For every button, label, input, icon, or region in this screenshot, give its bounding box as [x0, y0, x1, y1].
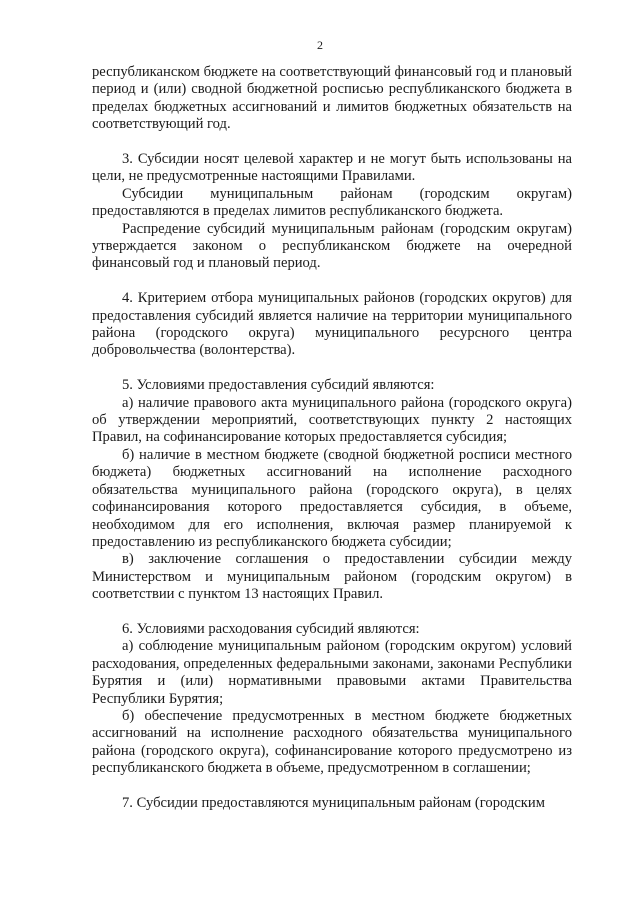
paragraph-gap: [92, 778, 572, 795]
page-number: 2: [317, 38, 323, 52]
paragraph-gap: [92, 273, 572, 290]
paragraph-item-5a: а) наличие правового акта муниципального района (городского округа) об утверждении мероприятий, соответствующих пункту 2 настоящих Правил, на софинансирование которых предоставляется субсидия;: [92, 394, 572, 446]
paragraph-item-5: 5. Условиями предоставления субсидий являются:: [122, 377, 435, 394]
document-body: [92, 64, 572, 812]
paragraph-item-6b: б) обеспечение предусмотренных в местном бюджете бюджетных ассигнований на исполнение расходного обязательства муниципального района (городского округа), софинансирование которого предусмотрено из республиканского бюджета в объеме, предусмотренном в соглашении;: [92, 707, 572, 777]
paragraph-budget-continuation: республиканском бюджете на соответствующий финансовый год и плановый период и (или) сводной бюджетной росписью республиканского бюджета в пределах бюджетных ассигнований и лимитов бюджетных обязательств на соответствующий год.: [92, 64, 572, 133]
paragraph-item-3: 3. Субсидии носят целевой характер и не могут быть использованы на цели, не предусмотренные настоящими Правилами.: [92, 151, 572, 185]
paragraph-item-4: 4. Критерием отбора муниципальных районов (городских округов) для предоставления субсидий является наличие на территории муниципального района (городского округа) муниципального ресурсного центра добровольчества (волонтерства).: [92, 290, 572, 359]
paragraph-gap: [92, 134, 572, 151]
paragraph-item-5b: б) наличие в местном бюджете (сводной бюджетной росписи местного бюджета) бюджетных ассигнований на исполнение расходного обязательства муниципального района (городского округа), в целях софинансирования которого предоставляется субсидия, в объеме, необходимом для его исполнения, включая размер планируемой к предоставлению из республиканского бюджета субсидии;: [92, 446, 572, 550]
paragraph-gap: [92, 604, 572, 621]
paragraph-item-3-limits: Субсидии муниципальным районам (городским округам) предоставляются в пределах лимитов республиканского бюджета.: [92, 185, 572, 220]
paragraph-item-5v: в) заключение соглашения о предоставлении субсидии между Министерством и муниципальным районом (городским округом) в соответствии с пунктом 13 настоящих Правил.: [92, 551, 572, 603]
paragraph-gap: [92, 360, 572, 377]
paragraph-item-6: 6. Условиями расходования субсидий являются:: [122, 620, 420, 637]
paragraph-item-3-distribution: Распредение субсидий муниципальным районам (городским округам) утверждается законом о республиканском бюджете на очередной финансовый год и плановый период.: [92, 220, 572, 272]
paragraph-item-7: 7. Субсидии предоставляются муниципальным районам (городским: [122, 794, 545, 811]
paragraph-item-6a: а) соблюдение муниципальным районом (городским округом) условий расходования, определенных федеральными законами, законами Республики Бурятия и (или) нормативными правовыми актами Правительства Республики Бурятия;: [92, 638, 572, 707]
